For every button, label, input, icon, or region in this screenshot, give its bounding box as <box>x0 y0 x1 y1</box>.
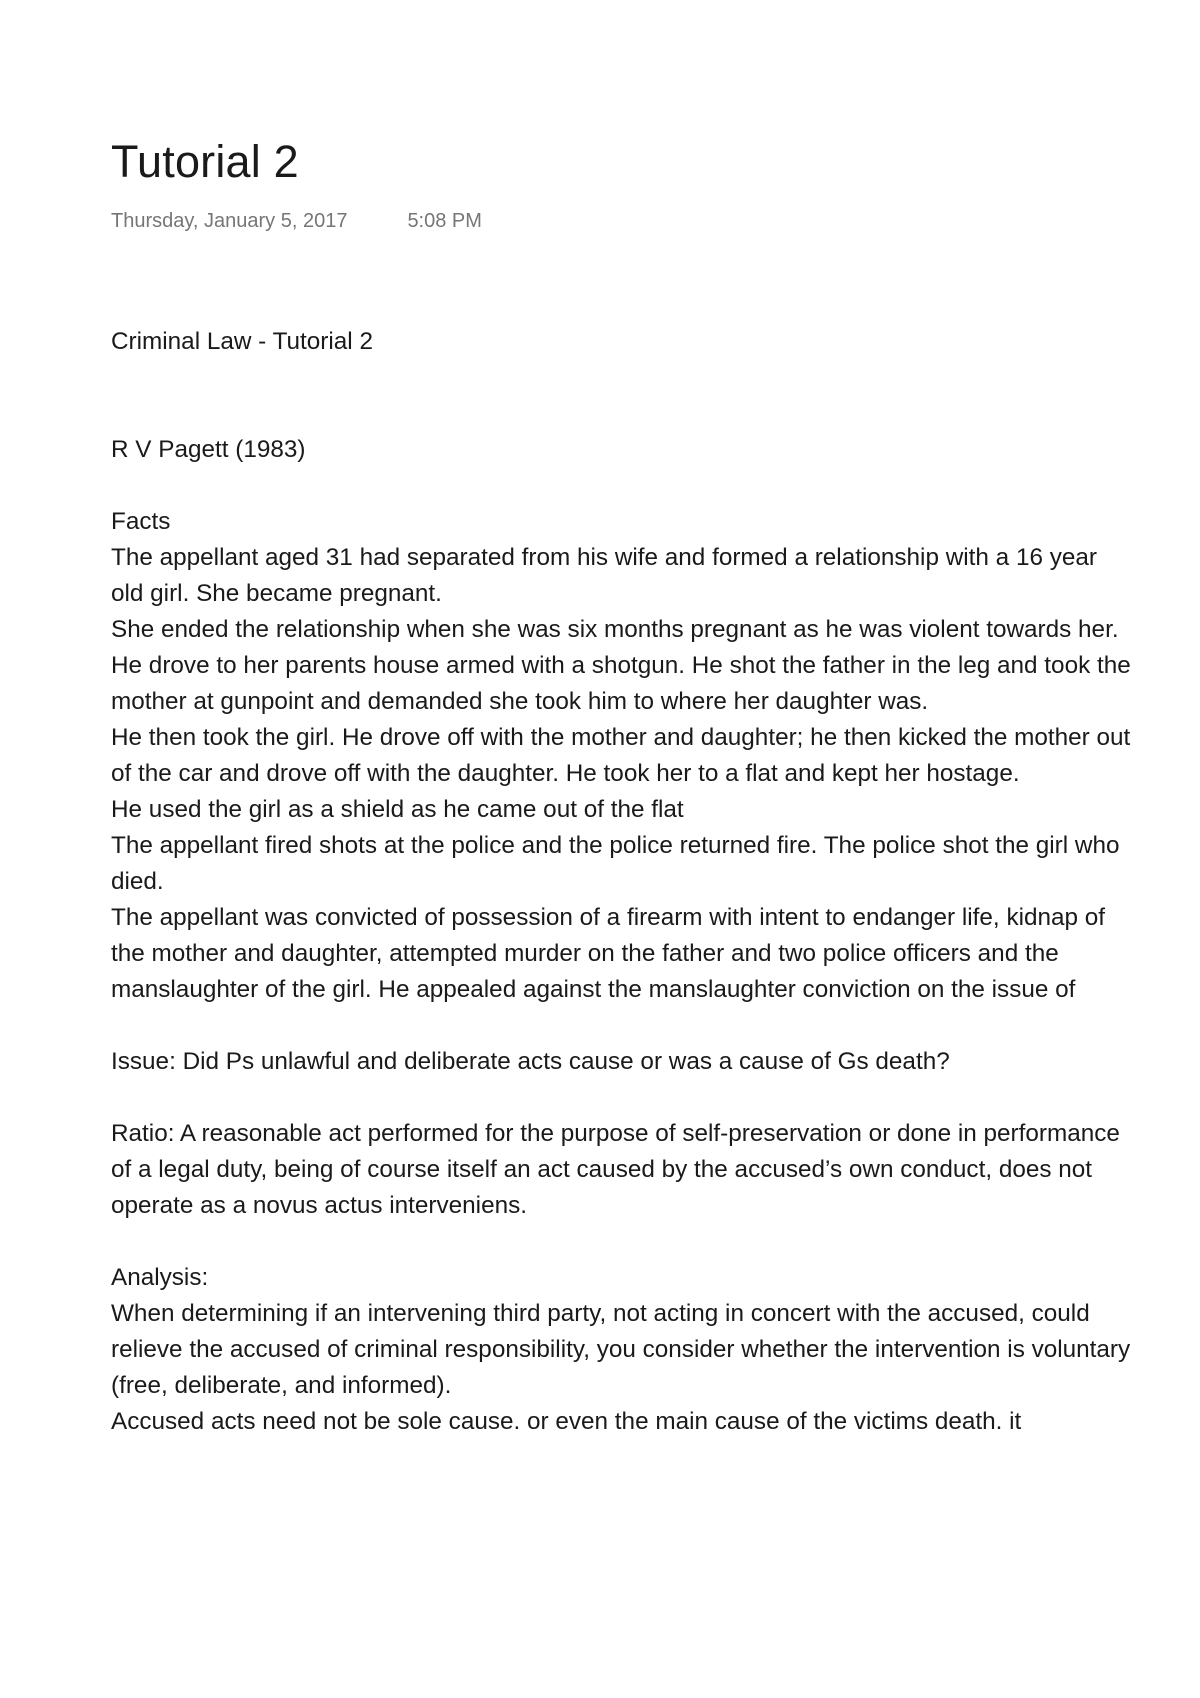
note-timestamp <box>111 208 482 234</box>
facts-paragraph: The appellant fired shots at the police and the police returned fire. The police shot the girl who died. <box>111 832 1120 895</box>
facts-paragraph: The appellant aged 31 had separated from his wife and formed a relationship with a 16 year old girl. She became pregnant. <box>111 544 1097 607</box>
course-heading: Criminal Law - Tutorial 2 <box>111 328 373 355</box>
note-page <box>111 0 1131 1698</box>
facts-paragraph: He then took the girl. He drove off with the mother and daughter; he then kicked the mother out of the car and drove off with the daughter. He took her to a flat and kept her hostage. <box>111 724 1131 787</box>
issue-paragraph: Issue: Did Ps unlawful and deliberate acts cause or was a cause of Gs death? <box>111 1048 950 1075</box>
note-body <box>111 324 1131 1440</box>
analysis-heading: Analysis: <box>111 1264 209 1291</box>
facts-paragraph: He drove to her parents house armed with a shotgun. He shot the father in the leg and took the mother at gunpoint and demanded she took him to where her daughter was. <box>111 652 1131 715</box>
analysis-paragraph: Accused acts need not be sole cause. or even the main cause of the victims death. it <box>111 1408 1022 1435</box>
note-time: 5:08 PM <box>407 210 482 232</box>
analysis-paragraph: When determining if an intervening third party, not acting in concert with the accused, could relieve the accused of criminal responsibility, you consider whether the intervention is voluntary (free, deliberate, and informed). <box>111 1300 1131 1399</box>
note-date: Thursday, January 5, 2017 <box>111 210 348 232</box>
ratio-paragraph: Ratio: A reasonable act performed for the purpose of self-preservation or done in performance of a legal duty, being of course itself an act caused by the accused’s own conduct, does not operate as a novus actus interveniens. <box>111 1120 1120 1219</box>
case-name: R V Pagett (1983) <box>111 436 306 463</box>
page-title: Tutorial 2 <box>111 136 299 187</box>
facts-paragraph: The appellant was convicted of possession of a firearm with intent to endanger life, kidnap of the mother and daughter, attempted murder on the father and two police officers and the manslaughter of the girl. He appealed against the manslaughter conviction on the issue of <box>111 904 1106 1003</box>
facts-paragraph: She ended the relationship when she was six months pregnant as he was violent towards her. <box>111 616 1119 643</box>
facts-paragraph: He used the girl as a shield as he came out of the flat <box>111 796 684 823</box>
facts-heading: Facts <box>111 508 171 535</box>
